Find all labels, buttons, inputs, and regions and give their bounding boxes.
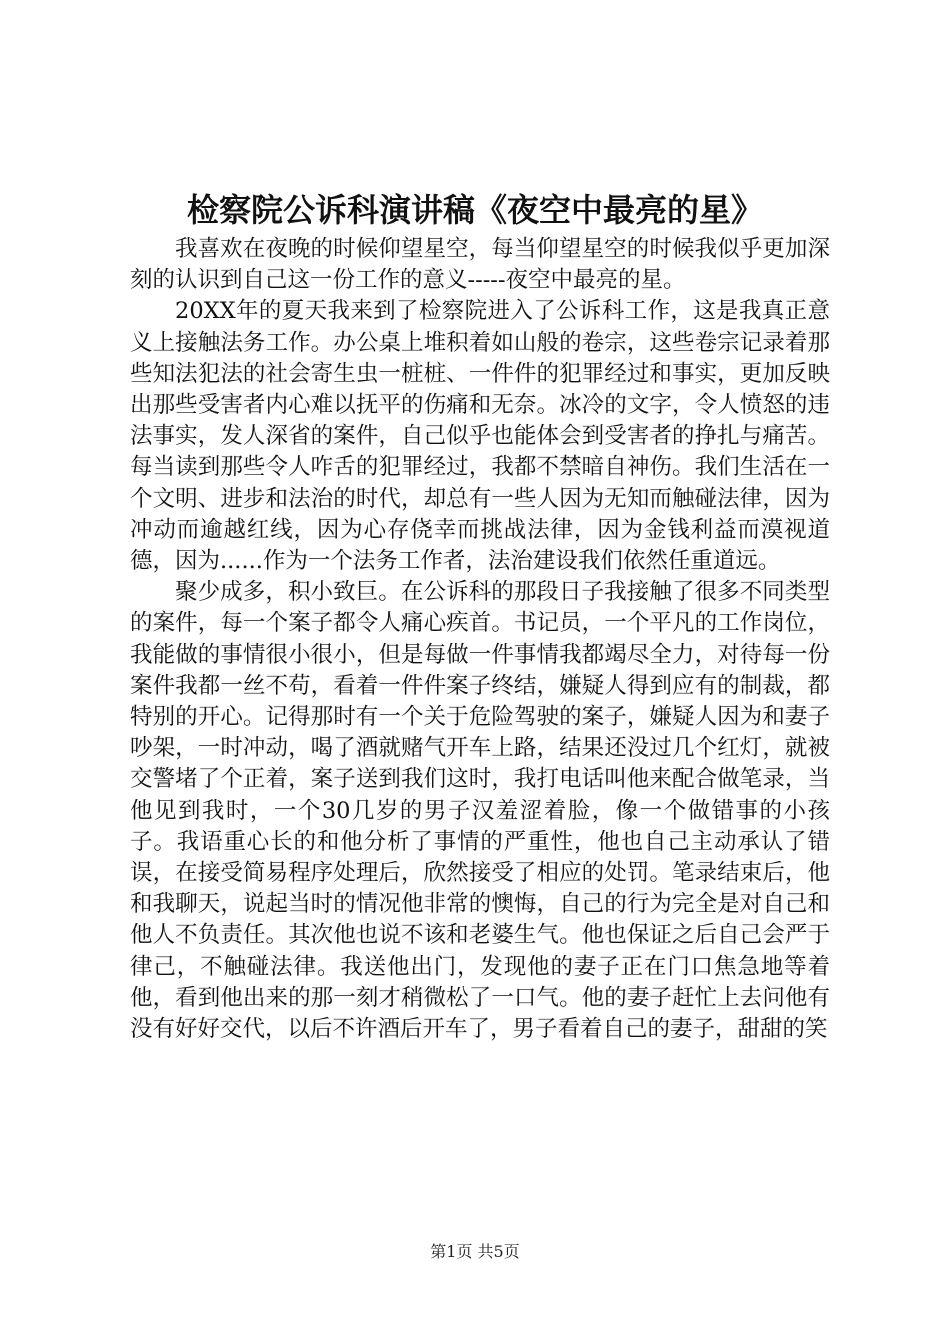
document-title: 检察院公诉科演讲稿《夜空中最亮的星》	[186, 191, 763, 229]
document-body	[130, 234, 830, 1045]
paragraph-intro: 我喜欢在夜晚的时候仰望星空，每当仰望星空的时候我似乎更加深刻的认识到自己这一份工作的意义-----夜空中最亮的星。	[130, 236, 830, 294]
page-number-footer: 第1页 共5页	[430, 1242, 520, 1261]
paragraph-work-start: 20XX年的夏天我来到了检察院进入了公诉科工作，这是我真正意义上接触法务工作。办公桌上堆积着如山般的卷宗，这些卷宗记录着那些知法犯法的社会寄生虫一桩桩、一件件的犯罪经过和事实，更加反映出那些受害者内心难以抚平的伤痛和无奈。冰冷的文字，令人愤怒的违法事实，发人深省的案件，自己似乎也能体会到受害者的挣扎与痛苦。每当读到那些令人咋舌的犯罪经过，我都不禁暗自神伤。我们生活在一个文明、进步和法治的时代，却总有一些人因为无知而触碰法律，因为冲动而逾越红线，因为心存侥幸而挑战法律，因为金钱利益而漠视道德，因为......作为一个法务工作者，法治建设我们依然任重道远。	[130, 298, 830, 575]
paragraph-case-story: 聚少成多，积小致巨。在公诉科的那段日子我接触了很多不同类型的案件，每一个案子都令人痛心疾首。书记员，一个平凡的工作岗位，我能做的事情很小很小，但是每做一件事情我都竭尽全力，对待每一份案件我都一丝不苟，看着一件件案子终结，嫌疑人得到应有的制裁，都特别的开心。记得那时有一个关于危险驾驶的案子，嫌疑人因为和妻子吵架，一时冲动，喝了酒就赌气开车上路，结果还没过几个红灯，就被交警堵了个正着，案子送到我们这时，我打电话叫他来配合做笔录，当他见到我时，一个30几岁的男子汉羞涩着脸，像一个做错事的小孩子。我语重心长的和他分析了事情的严重性，他也自己主动承认了错误，在接受简易程序处理后，欣然接受了相应的处罚。笔录结束后，他和我聊天，说起当时的情况他非常的懊悔，自己的行为完全是对自己和他人不负责任。其次他也说不该和老婆生气。他也保证之后自己会严于律己，不触碰法律。我送他出门，发现他的妻子正在门口焦急地等着他，看到他出来的那一刻才稍微松了一口气。他的妻子赶忙上去问他有没有好好交代，以后不许酒后开车了，男子看着自己的妻子，甜甜的笑	[130, 579, 830, 1043]
